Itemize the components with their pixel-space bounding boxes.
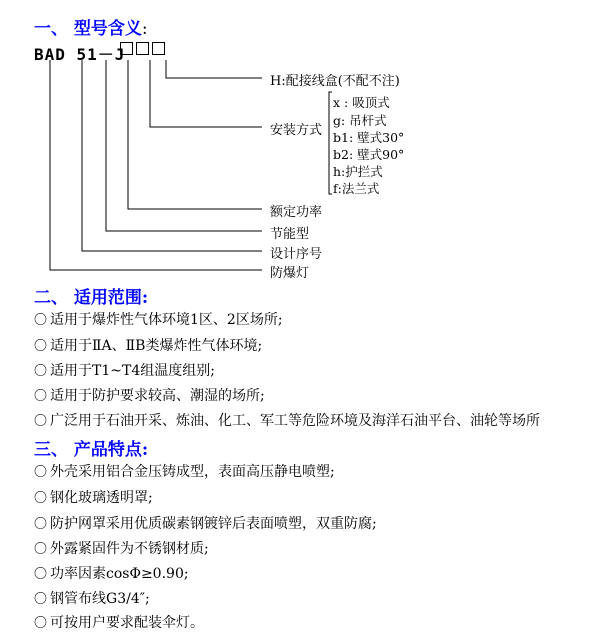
list-item: 〇 外露紧固件为不锈钢材质; [34,538,209,558]
bullet-icon: 〇 [34,491,48,506]
line-energy [106,60,262,231]
install-option: b1: 壁式30° [333,130,405,145]
model-code: BAD 51－J [34,45,126,64]
label-design-seq: 设计序号 [270,247,323,262]
section-3-heading: 三、 产品特点: [34,440,149,460]
list-item: 〇 适用于防护要求较高、潮湿的场所; [34,385,265,405]
line-install [150,60,262,127]
install-option: f:法兰式 [333,181,380,196]
bullet-icon: 〇 [34,567,48,582]
label-install: 安装方式 [270,123,323,138]
line-power [128,60,262,209]
list-item: 〇 外壳采用铝合金压铸成型，表面高压静电喷塑; [34,461,335,481]
bullet-icon: 〇 [34,364,48,379]
bullet-icon: 〇 [34,465,48,480]
bullet-icon: 〇 [34,313,48,328]
bullet-icon: 〇 [34,592,48,607]
label-power: 额定功率 [270,205,323,220]
label-energy: 节能型 [270,227,310,242]
section-1-title: 一、 型号含义 [34,19,142,39]
list-item: 〇 钢管布线G3/4″; [34,588,150,608]
install-option: h:护拦式 [333,164,383,179]
list-item: 〇 适用于爆炸性气体环境1区、2区场所; [34,309,283,329]
install-option: b2: 壁式90° [333,147,405,162]
install-option: x : 吸顶式 [333,95,390,110]
bullet-icon: 〇 [34,389,48,404]
bullet-icon: 〇 [34,414,48,429]
line-design-seq [82,60,262,251]
list-item: 〇 适用于T1~T4组温度组别; [34,360,215,380]
bullet-icon: 〇 [34,616,48,631]
bullet-icon: 〇 [34,339,48,354]
list-item: 〇 功率因素cosΦ≥0.90; [34,563,189,583]
list-item: 〇 钢化玻璃透明罩; [34,487,153,507]
install-bracket [329,92,332,194]
label-junction-box: H:配接线盒(不配不注) [270,74,400,89]
list-item: 〇 可按用户要求配装伞灯。 [34,612,204,632]
list-item: 〇 广泛用于石油开采、炼油、化工、军工等危险环境及海洋石油平台、油轮等场所 [34,410,540,430]
label-explosion-lamp: 防爆灯 [270,266,310,281]
bullet-icon: 〇 [34,542,48,557]
install-option: g: 吊杆式 [333,113,387,128]
bullet-icon: 〇 [34,517,48,532]
list-item: 〇 防护网罩采用优质碳素钢镀锌后表面喷塑，双重防腐; [34,513,377,533]
list-item: 〇 适用于ⅡA、ⅡB类爆炸性气体环境; [34,335,262,355]
section-2-heading: 二、 适用范围: [34,288,149,308]
section-1-colon: : [141,19,148,39]
line-junction-box [166,60,262,78]
